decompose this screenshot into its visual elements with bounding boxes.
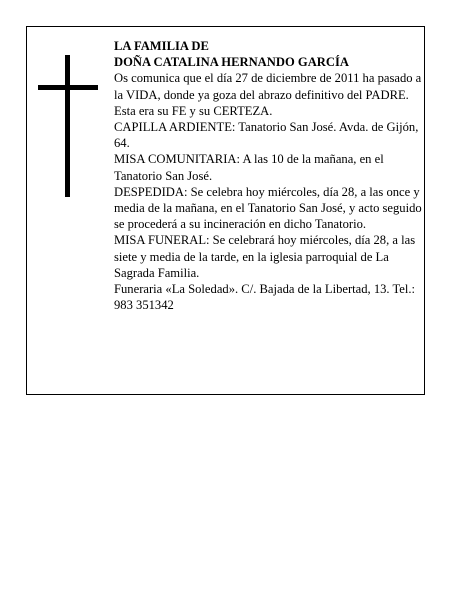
notice-text <box>114 38 424 313</box>
cross-vertical-bar <box>65 55 70 197</box>
announcement-paragraph: Os comunica que el día 27 de diciembre de 2011 ha pasado a la VIDA, donde ya goza del abrazo definitivo del PADRE. Esta era su FE y su CERTEZA. <box>114 71 422 118</box>
cross-icon <box>38 55 98 197</box>
cross-horizontal-bar <box>38 85 98 90</box>
heading-family: LA FAMILIA DE <box>114 39 209 53</box>
misa-funeral-paragraph: MISA FUNERAL: Se celebrará hoy miércoles, día 28, a las siete y media de la tarde, en la iglesia parroquial de La Sagrada Familia. <box>114 233 416 280</box>
despedida-paragraph: DESPEDIDA: Se celebra hoy miércoles, día 28, a las once y media de la mañana, en el Tanatorio San José, y acto seguido se procederá a su incineración en dicho Tanatorio. <box>114 184 422 232</box>
capilla-ardiente-paragraph: CAPILLA ARDIENTE: Tanatorio San José. Avda. de Gijón, 64. <box>114 120 419 151</box>
funeraria-paragraph: Funeraria «La Soledad». C/. Bajada de la Libertad, 13. Tel.: 983 351342 <box>114 282 416 313</box>
heading-deceased-name: DOÑA CATALINA HERNANDO GARCÍA <box>114 55 349 70</box>
misa-comunitaria-paragraph: MISA COMUNITARIA: A las 10 de la mañana, en el Tanatorio San José. <box>114 152 384 183</box>
